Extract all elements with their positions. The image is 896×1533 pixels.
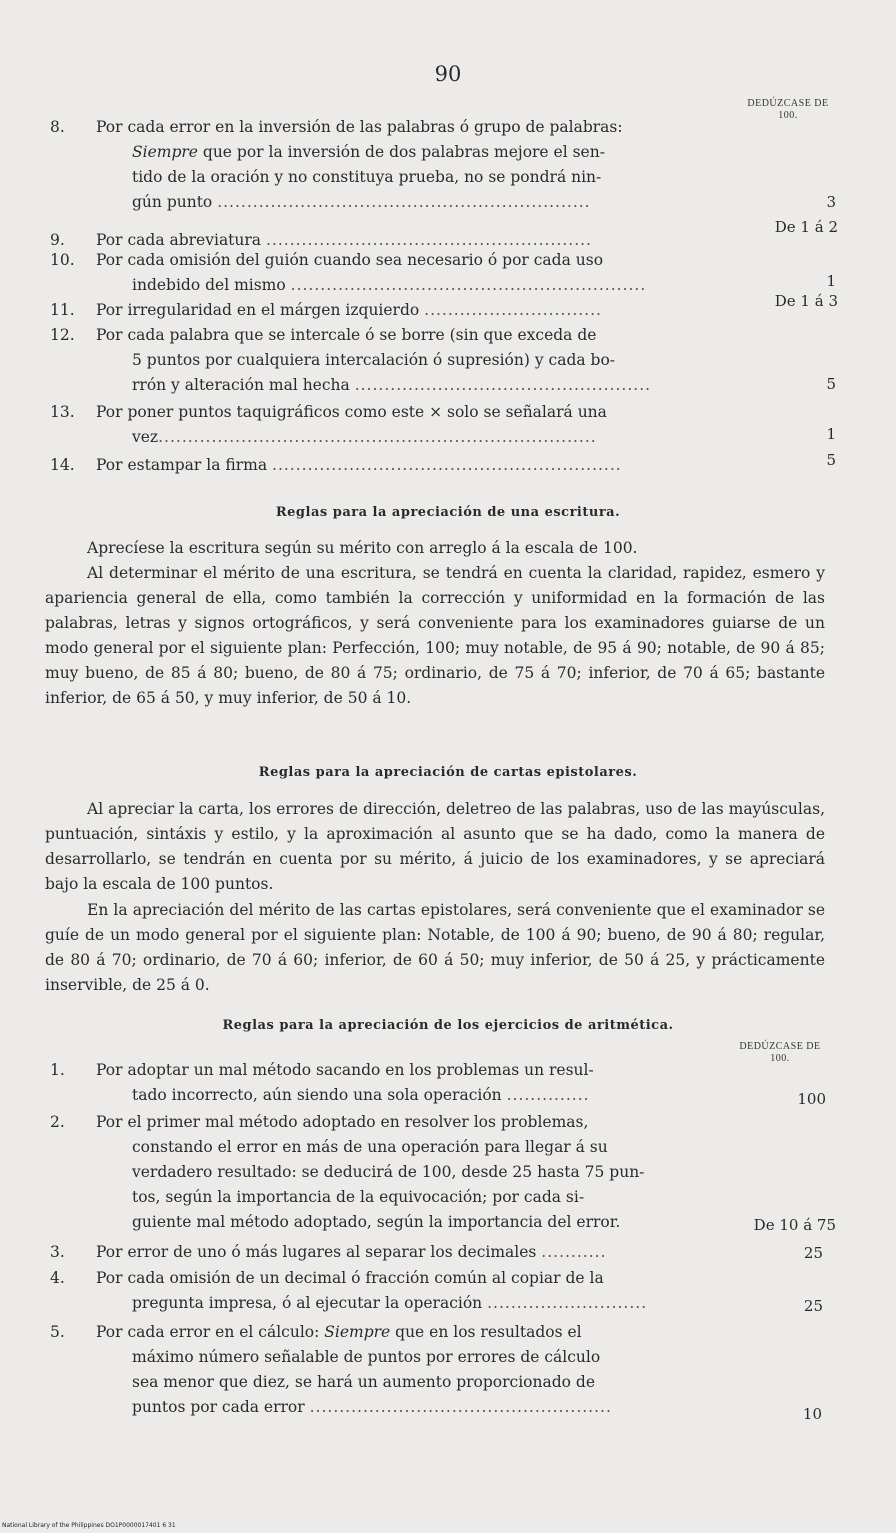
paragraph: Al determinar el mérito de una escritura, se tendrá en cuenta la claridad, rapidez, esmero y apariencia general de ella, como también la corrección y uniformidad en la formación de las palabras, letras y signos ortográficos, y será conveniente para los examinadores guiarse de un modo general por el siguiente plan: Perfección, 100; muy notable, de 95 á 90; notable, de 90 á 85; muy bueno, de 85 á 80; bueno, de 80 á 75; ordinario, de 75 á 70; inferior, de 70 á 65; bastante inferior, de 65 á 50, y muy inferior, de 50 á 10. — [45, 564, 825, 707]
section-heading-escritura: Reglas para la apreciación de una escritura. — [275, 505, 621, 520]
list-item: 11. Por irregularidad en el márgen izquierdo .............................. — [50, 298, 740, 323]
list-item: 12. Por cada palabra que se intercale ó se borre (sin que exceda de 5 puntos por cualquiera intercalación ó supresión) y cada bo- rrón y alteración mal hecha .................................................. — [50, 323, 740, 398]
item-number: 4. — [50, 1269, 65, 1287]
item-line: Por cada palabra que se intercale ó se borre (sin que exceda de — [96, 326, 597, 344]
item-line: 5 puntos por cualquiera intercalación ó supresión) y cada bo- — [132, 351, 616, 369]
item-line: rrón y alteración mal hecha — [132, 376, 350, 394]
deduction-value: 3 — [826, 193, 836, 211]
deduction-value: 25 — [803, 1244, 823, 1262]
list-item — [50, 1110, 740, 1235]
deduction-value: 1 — [826, 425, 836, 443]
item-line: Por cada omisión de un decimal ó fracción común al copiar de la — [96, 1269, 604, 1287]
deduction-value: De 1 á 3 — [774, 292, 838, 310]
item-number: 3. — [50, 1243, 65, 1261]
item-line: tado incorrecto, aún siendo una sola operación — [132, 1086, 502, 1104]
item-line: que por la inversión de dos palabras mejore el sen- — [202, 143, 605, 161]
deduction-value: 1 — [826, 272, 836, 290]
paragraph: Aprecíese la escritura según su mérito con arreglo á la escala de 100. — [87, 539, 638, 557]
item-number: 12. — [50, 326, 75, 344]
list-item: 5. Por cada error en el cálculo: Siempre que en los resultados el máximo número señalable de puntos por errores de cálculo sea menor que diez, se hará un aumento proporcionado de puntos por cada error ................................................... — [50, 1320, 740, 1420]
deduction-value: 25 — [803, 1297, 823, 1315]
item-line: Por poner puntos taquigráficos como este × solo se señalará una — [96, 403, 607, 421]
item-number: 14. — [50, 456, 75, 474]
deduction-value: 5 — [826, 375, 836, 393]
deduction-value: 100 — [797, 1090, 826, 1108]
item-emphasis: Siempre — [132, 143, 198, 161]
list-item: 10. Por cada omisión del guión cuando sea necesario ó por cada uso indebido del mismo ............................................................ — [50, 248, 740, 298]
item-number: 1. — [50, 1061, 65, 1079]
item-line: Por el primer mal método adoptado en resolver los problemas, — [96, 1113, 589, 1131]
item-line: Por cada omisión del guión cuando sea necesario ó por cada uso — [96, 251, 604, 269]
item-line: puntos por cada error — [132, 1398, 305, 1416]
item-number: 10. — [50, 251, 75, 269]
list-item: 4. Por cada omisión de un decimal ó fracción común al copiar de la pregunta impresa, ó al ejecutar la operación ........................... — [50, 1266, 740, 1316]
list-item: 8. Por cada error en la inversión de las palabras ó grupo de palabras: Siempre que por la inversión de dos palabras mejore el sen- tido de la oración y no constituya prueba, no se pondrá nin- gún punto ............................................................... — [50, 115, 740, 215]
paragraph: En la apreciación del mérito de las cartas epistolares, será conveniente que el examinador se guíe de un modo general por el siguiente plan: Notable, de 100 á 90; bueno, de 90 á 80; regular, de 80 á 70; ordinario, de 70 á 60; inferior, de 60 á 50; muy inferior, de 50 á 25, y prácticamente inservible, de 25 á 0. — [45, 901, 825, 994]
item-line: tido de la oración y no constituya prueba, no se pondrá nin- — [132, 168, 602, 186]
deduction-value: De 1 á 2 — [774, 218, 838, 236]
item-line: Por cada error en la inversión de las palabras ó grupo de palabras: — [96, 118, 623, 136]
list-item: 13. Por poner puntos taquigráficos como este × solo se señalará una vez.......................................................................... — [50, 400, 740, 450]
item-line: Por cada abreviatura — [96, 231, 262, 249]
deduction-value: 5 — [826, 451, 836, 469]
item-number: 13. — [50, 403, 75, 421]
item-line: Por error de uno ó más lugares al separar los decimales — [96, 1243, 537, 1261]
section-heading-aritmetica: Reglas para la apreciación de los ejercicios de aritmética. — [222, 1018, 674, 1033]
item-line: sea menor que diez, se hará un aumento proporcionado de — [132, 1373, 596, 1391]
item-line: vez — [132, 428, 159, 446]
item-line: Por irregularidad en el márgen izquierdo — [96, 301, 420, 319]
item-emphasis: Siempre — [324, 1323, 391, 1341]
item-line: verdadero resultado: se deducirá de 100, desde 25 hasta 75 pun- — [132, 1163, 645, 1181]
list-item: 1. Por adoptar un mal método sacando en los problemas un resul- tado incorrecto, aún siendo una sola operación .............. — [50, 1058, 740, 1108]
list-item: 9. Por cada abreviatura ....................................................... — [50, 228, 740, 253]
deduction-column-header: DEDÚZCASE DE 100. — [739, 1041, 821, 1064]
item-line: Por adoptar un mal método sacando en los problemas un resul- — [96, 1061, 594, 1079]
page-number: 90 — [434, 62, 462, 86]
item-number: 11. — [50, 301, 75, 319]
item-line: máximo número señalable de puntos por errores de cálculo — [132, 1348, 601, 1366]
deduction-column-header: DEDÚZCASE DE 100. — [747, 98, 829, 121]
item-line: constando el error en más de una operación para llegar á su — [132, 1138, 608, 1156]
item-number: 9. — [50, 231, 65, 249]
item-line: tos, según la importancia de la equivocación; por cada si- — [132, 1188, 585, 1206]
deduction-value: 10 — [802, 1405, 822, 1423]
item-line: gún punto — [132, 193, 213, 211]
item-line: guiente mal método adoptado, según la importancia del error. — [132, 1213, 621, 1231]
scan-footer: National Library of the Philippines DO1P0000017401 6 31 — [2, 1522, 176, 1529]
item-line: Por estampar la firma — [96, 456, 268, 474]
item-number: 8. — [50, 118, 65, 136]
item-number: 2. — [50, 1113, 65, 1131]
deduction-value: De 10 á 75 — [753, 1216, 836, 1234]
item-line: indebido del mismo — [132, 276, 286, 294]
item-line: pregunta impresa, ó al ejecutar la operación — [132, 1294, 483, 1312]
list-item: 3. Por error de uno ó más lugares al separar los decimales ........... — [50, 1240, 740, 1265]
list-item: 14. Por estampar la firma ........................................................... — [50, 453, 740, 478]
item-number: 5. — [50, 1323, 65, 1341]
paragraph: Al apreciar la carta, los errores de dirección, deletreo de las palabras, uso de las mayúsculas, puntuación, sintáxis y estilo, y la aproximación al asunto que se ha dado, como la manera de desarrollarlo, se tendrán en cuenta por su mérito, á juicio de los examinadores, y se apreciará bajo la escala de 100 puntos. — [45, 800, 825, 893]
section-heading-cartas: Reglas para la apreciación de cartas epistolares. — [258, 765, 638, 780]
